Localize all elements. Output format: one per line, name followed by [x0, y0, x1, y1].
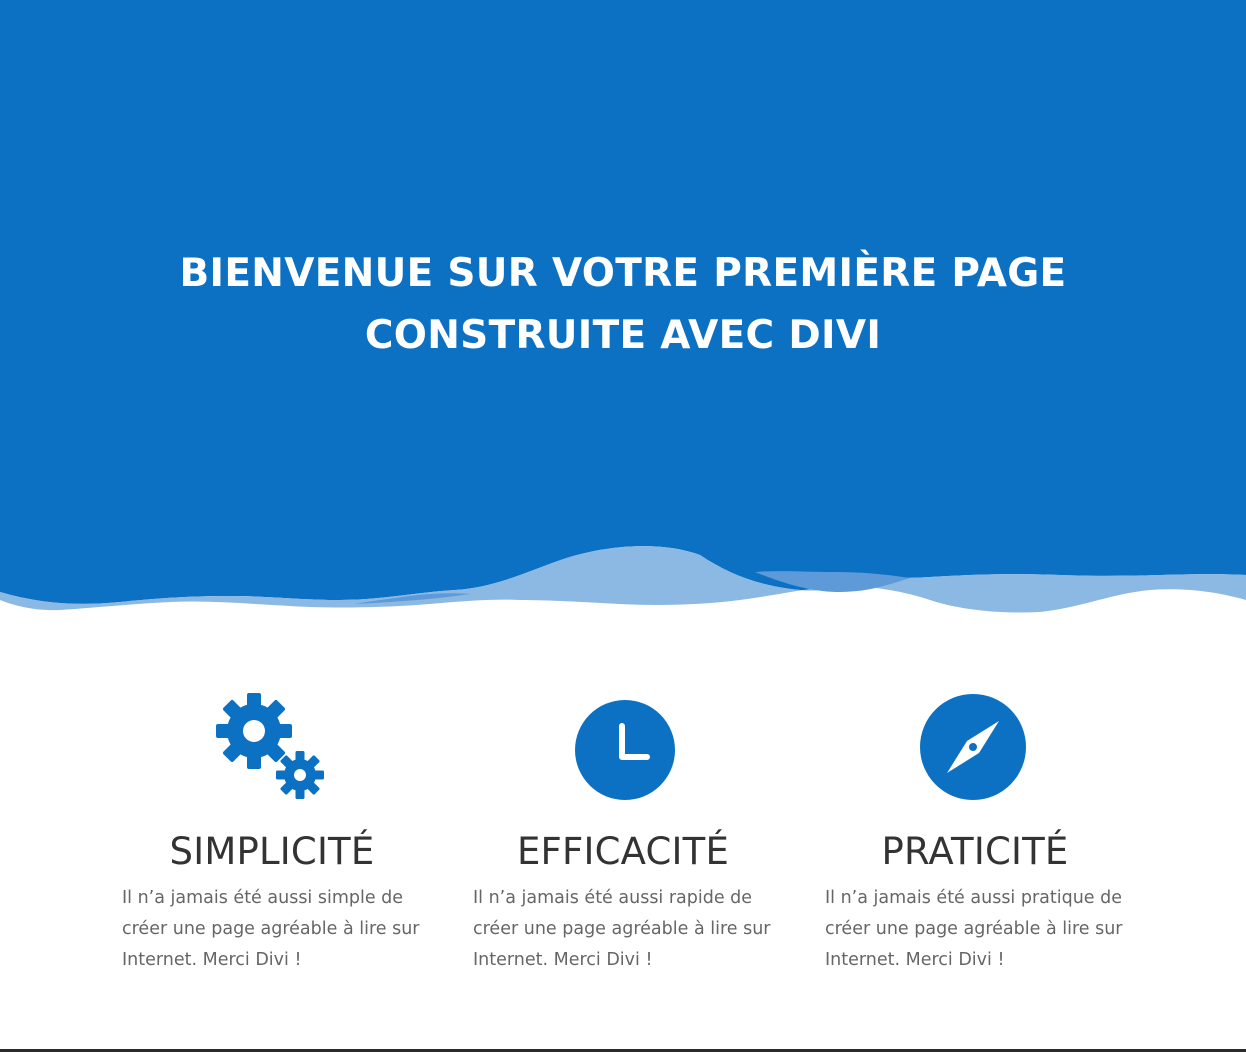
features-section [0, 690, 1246, 990]
hero-title-line-2: CONSTRUITE AVEC DIVI [364, 313, 882, 358]
feature-title: PRATICITÉ [881, 830, 1069, 873]
feature-title: EFFICACITÉ [516, 830, 730, 873]
hero-title-line-1: BIENVENUE SUR VOTRE PREMIÈRE PAGE [179, 251, 1067, 296]
gears-icon [216, 690, 328, 802]
feature-icon-container [473, 690, 773, 802]
feature-description: Il n’a jamais été aussi pratique de créer une page agréable à lire sur Internet. Merci Divi ! [825, 888, 1123, 970]
feature-icon-container [825, 690, 1125, 802]
compass-icon [919, 693, 1027, 801]
feature-icon-container [122, 690, 422, 802]
feature-description: Il n’a jamais été aussi rapide de créer une page agréable à lire sur Internet. Merci Divi ! [473, 888, 771, 970]
feature-title: SIMPLICITÉ [169, 830, 375, 873]
feature-description: Il n’a jamais été aussi simple de créer une page agréable à lire sur Internet. Merci Divi ! [122, 888, 420, 970]
hero-title [123, 243, 1123, 367]
clock-icon [573, 698, 677, 802]
